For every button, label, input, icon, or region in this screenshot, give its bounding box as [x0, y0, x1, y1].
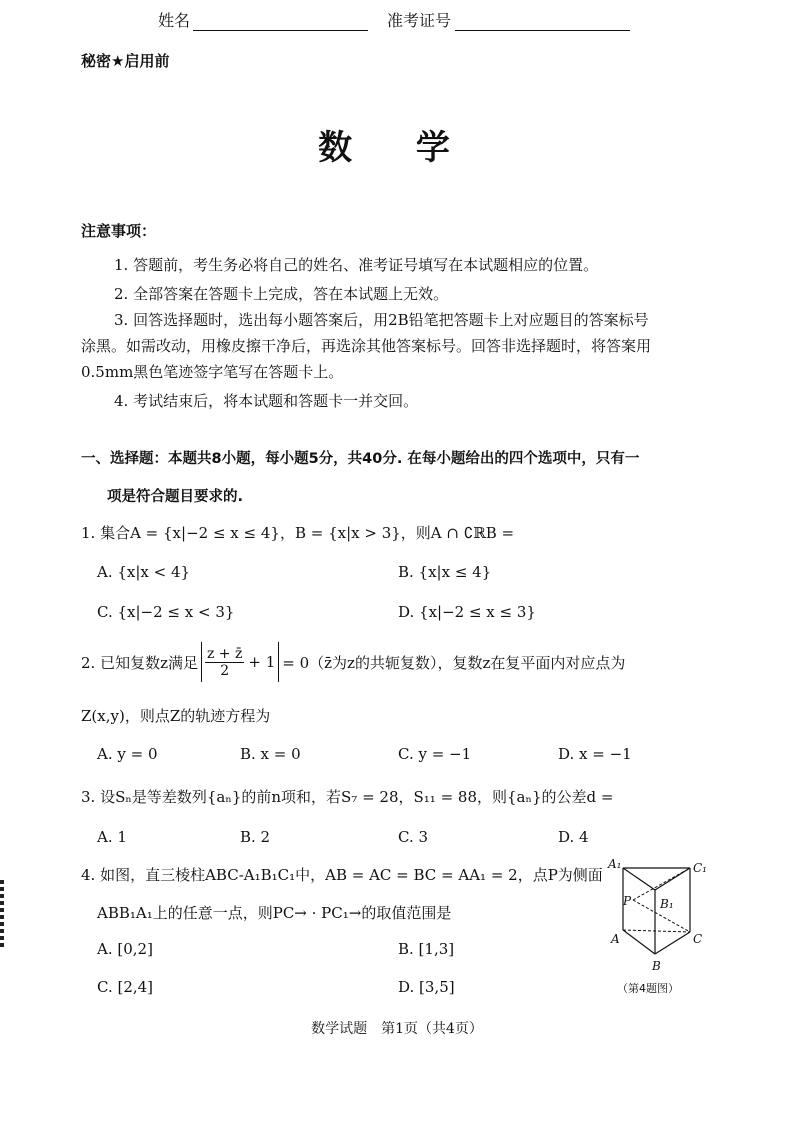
- q2-line2: Z(x,y)，则点Z的轨迹方程为: [81, 707, 271, 725]
- q2-option-a: A. y = 0: [97, 745, 158, 763]
- q3-option-d: D. 4: [558, 828, 589, 846]
- page-title: 数 学: [318, 128, 476, 168]
- abs-bar-right: [278, 642, 279, 682]
- label-c1: C₁: [693, 861, 707, 875]
- label-b: B: [652, 959, 661, 973]
- abs-bar-left: [201, 642, 202, 682]
- note-item-1: 1. 答题前，考生务必将自己的姓名、准考证号填写在本试题相应的位置。: [114, 256, 599, 274]
- q4-option-b: B. [1,3]: [398, 940, 455, 958]
- binding-margin-mark: [0, 880, 4, 950]
- q2-option-d: D. x = −1: [558, 745, 632, 763]
- q2-option-b: B. x = 0: [240, 745, 301, 763]
- note-item-3: 3. 回答选择题时，选出每小题答案后，用2B铅笔把答题卡上对应题目的答案标号: [114, 311, 649, 329]
- label-c: C: [693, 932, 703, 946]
- prism-figure: [605, 858, 715, 998]
- q3-option-a: A. 1: [97, 828, 127, 846]
- q4-line1: 4. 如图，直三棱柱ABC-A₁B₁C₁中，AB = AC = BC = AA₁ = 2，点P为侧面: [81, 866, 603, 884]
- q1-option-a: A. {x|x < 4}: [97, 563, 191, 581]
- section1-heading-cont: 项是符合题目要求的.: [107, 489, 244, 505]
- q3-option-b: B. 2: [240, 828, 271, 846]
- edge-ab: [623, 930, 655, 954]
- label-b1: B₁: [660, 897, 674, 911]
- note-item-4: 4. 考试结束后，将本试题和答题卡一并交回。: [114, 392, 419, 410]
- q2-frac-num: z + z̄: [206, 645, 243, 662]
- q2-frac-den: 2: [220, 662, 230, 679]
- q2-stem: [81, 640, 625, 684]
- header-bar: [0, 6, 794, 30]
- q4-option-a: A. [0,2]: [97, 940, 153, 958]
- label-a1: A₁: [608, 858, 622, 871]
- note-item-3-cont: 涂黑。如需改动，用橡皮擦干净后，再选涂其他答案标号。回答非选择题时，将答案用: [81, 337, 652, 355]
- edge-ac-hidden: [623, 930, 690, 932]
- label-a: A: [611, 932, 620, 946]
- segment-pc1: [633, 868, 690, 900]
- name-label: 姓名: [158, 11, 191, 30]
- note-item-3-cont2: 0.5mm黑色笔迹签字笔写在答题卡上。: [81, 363, 344, 381]
- secret-label: 秘密★启用前: [81, 52, 170, 70]
- id-label: 准考证号: [387, 11, 452, 30]
- edge-b1c1: [655, 868, 690, 890]
- q2-option-c: C. y = −1: [398, 745, 472, 763]
- q1-stem: 1. 集合A = {x|−2 ≤ x ≤ 4}，B = {x|x > 3}，则A ∩ ∁ℝB =: [81, 524, 515, 542]
- q2-fraction: [205, 646, 244, 679]
- name-underline: [193, 30, 368, 31]
- prism-diagram: [605, 858, 715, 998]
- q4-option-d: D. [3,5]: [398, 978, 455, 996]
- q1-option-d: D. {x|−2 ≤ x ≤ 3}: [398, 603, 536, 621]
- q3-stem: 3. 设Sₙ是等差数列{aₙ}的前n项和，若S₇ = 28，S₁₁ = 88，则{aₙ}的公差d =: [81, 788, 614, 806]
- q1-option-b: B. {x|x ≤ 4}: [398, 563, 492, 581]
- q1-option-c: C. {x|−2 ≤ x < 3}: [97, 603, 235, 621]
- figure-caption: （第4题图）: [617, 982, 679, 995]
- notes-heading: 注意事项：: [81, 222, 157, 240]
- q2-after-frac: + 1: [248, 653, 276, 671]
- label-p: P: [623, 894, 632, 908]
- q4-line2: ABB₁A₁上的任意一点，则PC→ · PC₁→的取值范围是: [97, 904, 452, 922]
- q4-option-c: C. [2,4]: [97, 978, 154, 996]
- edge-a1b1: [623, 868, 655, 890]
- page-footer: 数学试题 第1页（共4页）: [311, 1021, 483, 1037]
- id-underline: [455, 30, 630, 31]
- q3-option-c: C. 3: [398, 828, 429, 846]
- q2-suffix: = 0（z̄为z的共轭复数），复数z在复平面内对应点为: [282, 653, 626, 672]
- note-item-2: 2. 全部答案在答题卡上完成，答在本试题上无效。: [114, 285, 449, 303]
- section1-heading: 一、选择题：本题共8小题，每小题5分，共40分. 在每小题给出的四个选项中，只有一: [81, 451, 640, 467]
- q2-prefix: 2. 已知复数z满足: [81, 653, 198, 672]
- edge-bc: [655, 932, 690, 954]
